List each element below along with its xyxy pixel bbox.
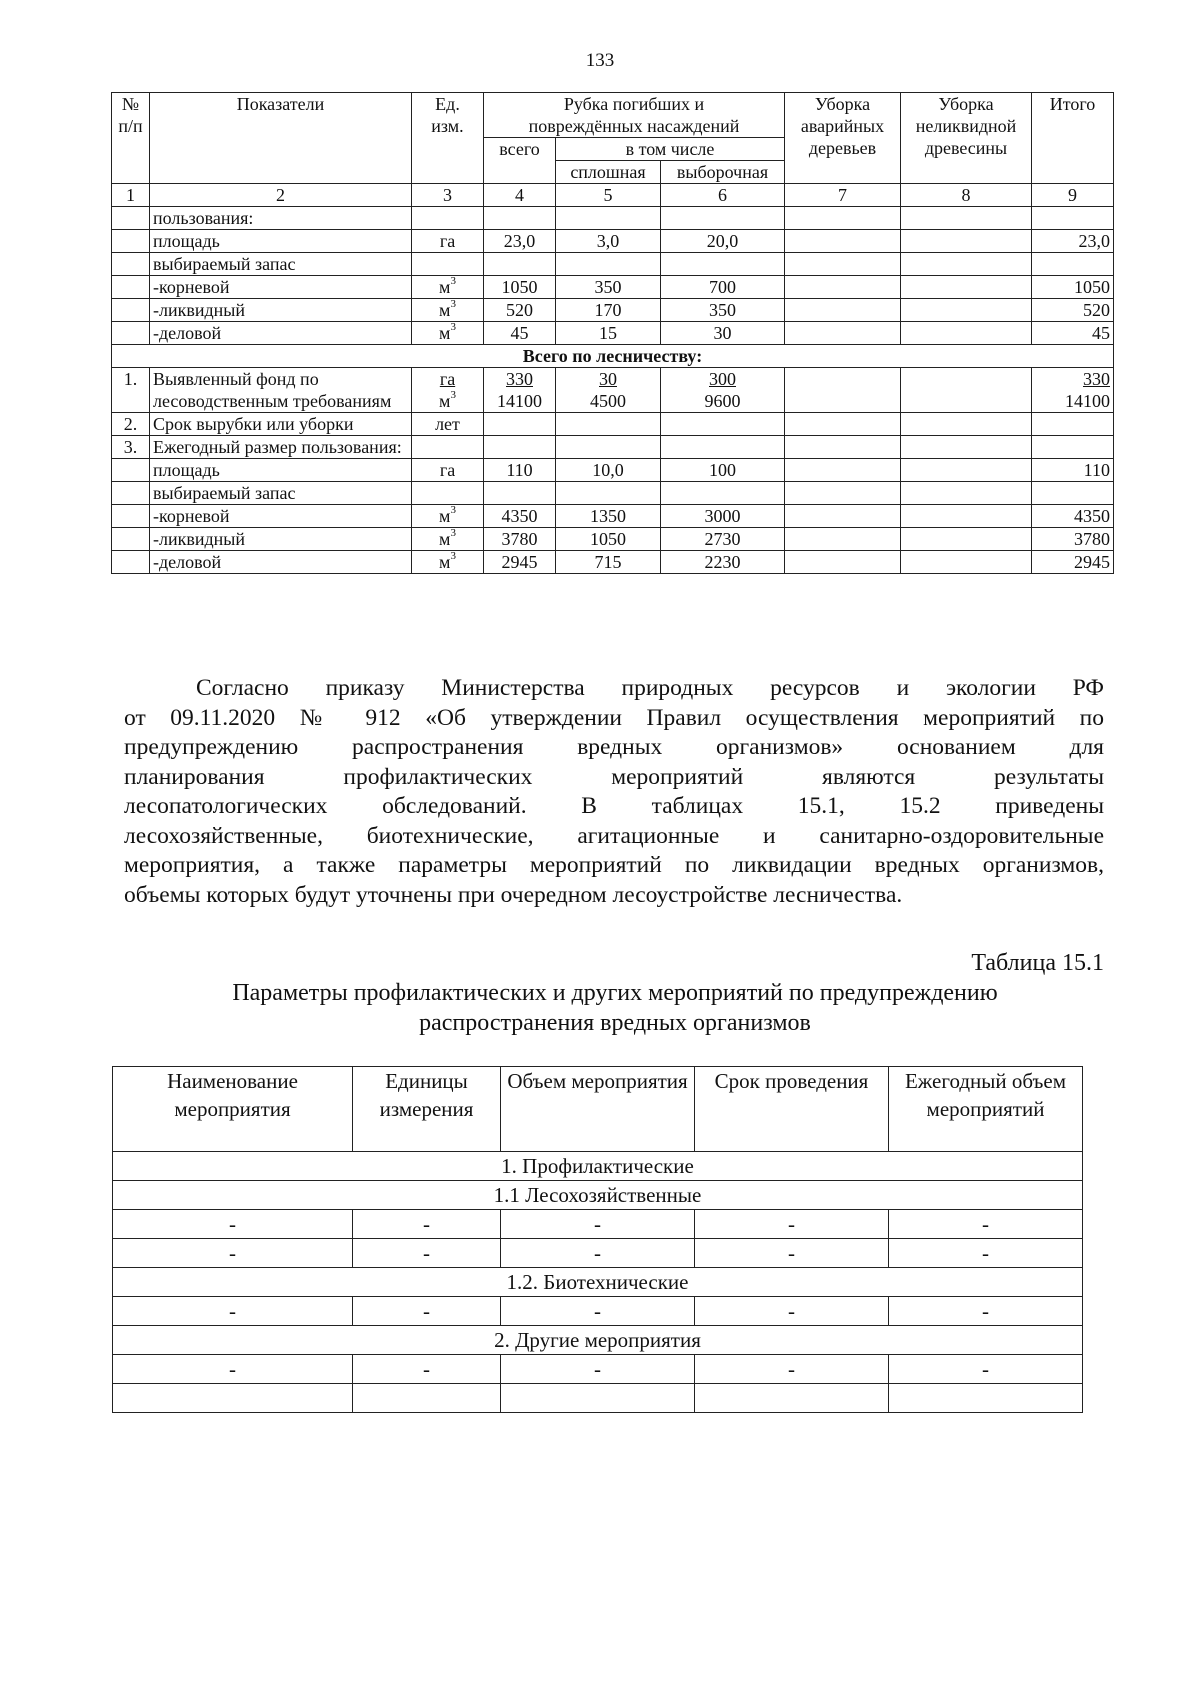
row-total: 23,0 xyxy=(1032,230,1114,253)
empty-cell xyxy=(901,436,1032,459)
empty-cell xyxy=(412,436,484,459)
row-num xyxy=(112,276,150,299)
section-label: 1. Профилактические xyxy=(113,1152,1083,1181)
row-all: 23,0 xyxy=(484,230,556,253)
row-unit xyxy=(412,482,484,505)
row-num xyxy=(112,299,150,322)
row-all xyxy=(484,253,556,276)
row-all: 2945 xyxy=(484,551,556,574)
dash-cell: - xyxy=(113,1297,353,1326)
col-term-header: Срок проведения xyxy=(695,1067,889,1152)
row-clear: 1050 xyxy=(556,528,661,551)
row-unit xyxy=(412,207,484,230)
row-name: выбираемый запас xyxy=(150,253,412,276)
empty-cell xyxy=(1032,436,1114,459)
row-nonliquid xyxy=(901,253,1032,276)
row-unit: га xyxy=(412,230,484,253)
col-emergency-header: Уборка аварийных деревьев xyxy=(785,93,901,184)
table-row xyxy=(112,459,1114,482)
row-nonliquid xyxy=(901,505,1032,528)
dash-cell: - xyxy=(889,1210,1083,1239)
row-name: пользования: xyxy=(150,207,412,230)
col-felling-header: Рубка погибших и повреждённых насаждений xyxy=(484,93,785,138)
row-selective: 700 xyxy=(661,276,785,299)
table-row xyxy=(112,482,1114,505)
row-unit: $м^3$ xyxy=(412,505,484,528)
table-row xyxy=(112,505,1114,528)
page-number: 133 xyxy=(585,50,615,71)
row-num xyxy=(112,482,150,505)
col-nonliquid-header: Уборка неликвидной древесины xyxy=(901,93,1032,184)
row-name: выбираемый запас xyxy=(150,482,412,505)
row-num xyxy=(112,253,150,276)
section-row xyxy=(113,1152,1083,1181)
col-selective-header: выборочная xyxy=(661,161,785,184)
dash-cell: - xyxy=(353,1239,501,1268)
row-total xyxy=(1032,253,1114,276)
table-label: Таблица 15.1 xyxy=(971,950,1104,976)
row-nonliquid xyxy=(901,528,1032,551)
dash-cell: - xyxy=(501,1239,695,1268)
row-nonliquid xyxy=(901,459,1032,482)
col-volume-header: Объем мероприятия xyxy=(501,1067,695,1152)
forest-use-table xyxy=(111,92,1114,574)
row-all: 110 xyxy=(484,459,556,482)
empty-cell xyxy=(785,413,901,436)
row-clear: 170 xyxy=(556,299,661,322)
empty-cell xyxy=(484,413,556,436)
dash-cell: - xyxy=(353,1297,501,1326)
row-selective: 100 xyxy=(661,459,785,482)
row-nonliquid xyxy=(901,551,1032,574)
row-clear: 3,0 xyxy=(556,230,661,253)
row-clear xyxy=(556,253,661,276)
column-number: 2 xyxy=(150,184,412,207)
row-nonliquid xyxy=(901,207,1032,230)
paragraph-line: лесохозяйственные, биотехнические, агитационные и санитарно-оздоровительные xyxy=(124,822,1104,849)
empty-cell xyxy=(695,1384,889,1413)
row-name: -ликвидный xyxy=(150,528,412,551)
section-label: 2. Другие мероприятия xyxy=(113,1326,1083,1355)
section-row xyxy=(113,1326,1083,1355)
dash-cell: - xyxy=(695,1210,889,1239)
row-emergency xyxy=(785,528,901,551)
empty-cell xyxy=(785,436,901,459)
row-all: 520 xyxy=(484,299,556,322)
row-name: Ежегодный размер пользования: xyxy=(150,436,412,459)
row-num xyxy=(112,322,150,345)
table-title: Параметры профилактических и других мероприятий по предупреждению распространения вредных организмов xyxy=(232,980,998,1036)
col-total-header: Итого xyxy=(1032,93,1114,184)
row-name: -деловой xyxy=(150,322,412,345)
row-name: Срок вырубки или уборки xyxy=(150,413,412,436)
row-selective: 2230 xyxy=(661,551,785,574)
row-unit xyxy=(412,253,484,276)
row-total: 1050 xyxy=(1032,276,1114,299)
table-row xyxy=(113,1239,1083,1268)
empty-cell xyxy=(113,1384,353,1413)
empty-cell xyxy=(661,413,785,436)
row-total: 3780 xyxy=(1032,528,1114,551)
row-unit: $м^3$ xyxy=(412,528,484,551)
col-unit-header: Единицы измерения xyxy=(353,1067,501,1152)
paragraph-line: объемы которых будут уточнены при очередном лесоустройстве лесничества. xyxy=(124,881,903,908)
empty-cell xyxy=(556,436,661,459)
section-row xyxy=(113,1268,1083,1297)
row-emergency xyxy=(785,322,901,345)
empty-cell xyxy=(1032,413,1114,436)
row-unit: $м^3$ xyxy=(412,276,484,299)
column-number: 9 xyxy=(1032,184,1114,207)
col-indicators-header: Показатели xyxy=(150,93,412,184)
row-selective: 300 9600 xyxy=(661,368,785,413)
row-selective xyxy=(661,253,785,276)
paragraph-line: мероприятия, а также параметры мероприятий по ликвидации вредных организмов, xyxy=(124,852,1104,878)
dash-cell: - xyxy=(501,1297,695,1326)
dash-cell: - xyxy=(501,1355,695,1384)
column-number: 6 xyxy=(661,184,785,207)
paragraph-line: от 09.11.2020 № 912 «Об утверждении Правил осуществления мероприятий по xyxy=(124,704,1104,731)
table-row xyxy=(112,207,1114,230)
row-all xyxy=(484,482,556,505)
row-all: 45 xyxy=(484,322,556,345)
row-selective: 20,0 xyxy=(661,230,785,253)
row-num: 1. xyxy=(112,368,150,413)
dash-cell: - xyxy=(113,1239,353,1268)
row-name: площадь xyxy=(150,230,412,253)
row-clear: 350 xyxy=(556,276,661,299)
row-nonliquid xyxy=(901,230,1032,253)
section-label: 1.2. Биотехнические xyxy=(113,1268,1083,1297)
row-clear: 10,0 xyxy=(556,459,661,482)
dash-cell: - xyxy=(113,1355,353,1384)
column-number: 4 xyxy=(484,184,556,207)
row-selective: 30 xyxy=(661,322,785,345)
row-nonliquid xyxy=(901,299,1032,322)
paragraph-line: предупреждению распространения вредных организмов» основанием для xyxy=(124,734,1104,760)
row-emergency xyxy=(785,207,901,230)
col-name-header: Наименование мероприятия xyxy=(113,1067,353,1152)
col-unit-header: Ед. изм. xyxy=(412,93,484,184)
row-name: -деловой xyxy=(150,551,412,574)
row-total xyxy=(1032,482,1114,505)
row-all xyxy=(484,207,556,230)
row-emergency xyxy=(785,459,901,482)
col-all-header: всего xyxy=(484,138,556,184)
column-number: 8 xyxy=(901,184,1032,207)
row-num xyxy=(112,230,150,253)
row-nonliquid xyxy=(901,482,1032,505)
empty-cell xyxy=(353,1384,501,1413)
row-name: площадь xyxy=(150,459,412,482)
row-selective xyxy=(661,482,785,505)
table-row xyxy=(112,322,1114,345)
col-annual-header: Ежегодный объем мероприятий xyxy=(889,1067,1083,1152)
row-unit: $м^3$ xyxy=(412,299,484,322)
row-unit: га xyxy=(412,459,484,482)
row-name: Выявленный фонд по лесоводственным требованиям xyxy=(150,368,412,413)
row-selective: 3000 xyxy=(661,505,785,528)
row-all: 330 14100 xyxy=(484,368,556,413)
row-emergency xyxy=(785,368,901,413)
bottom-rows xyxy=(112,459,1114,574)
row-total xyxy=(1032,207,1114,230)
row-emergency xyxy=(785,276,901,299)
top-rows xyxy=(112,207,1114,345)
dash-cell: - xyxy=(353,1210,501,1239)
row-num xyxy=(112,459,150,482)
table-row xyxy=(112,299,1114,322)
row-all: 4350 xyxy=(484,505,556,528)
table-row xyxy=(112,436,1114,459)
empty-cell xyxy=(556,413,661,436)
dash-cell: - xyxy=(695,1355,889,1384)
dash-cell: - xyxy=(501,1210,695,1239)
row-clear: 715 xyxy=(556,551,661,574)
row-selective: 2730 xyxy=(661,528,785,551)
row-clear xyxy=(556,482,661,505)
row-all: 1050 xyxy=(484,276,556,299)
table-row xyxy=(113,1355,1083,1384)
row-nonliquid xyxy=(901,322,1032,345)
row-emergency xyxy=(785,482,901,505)
row-unit: $м^3$ xyxy=(412,322,484,345)
empty-cell xyxy=(484,436,556,459)
row-num xyxy=(112,528,150,551)
dash-cell: - xyxy=(113,1210,353,1239)
table-row xyxy=(112,551,1114,574)
row-num xyxy=(112,207,150,230)
empty-cell xyxy=(661,436,785,459)
col-including-header: в том числе xyxy=(556,138,785,161)
column-number: 5 xyxy=(556,184,661,207)
row-nonliquid xyxy=(901,276,1032,299)
row-total: 330 14100 xyxy=(1032,368,1114,413)
row-selective xyxy=(661,207,785,230)
row-total: 4350 xyxy=(1032,505,1114,528)
row-unit: лет xyxy=(412,413,484,436)
col-num-header: № п/п xyxy=(112,93,150,184)
dash-cell: - xyxy=(889,1239,1083,1268)
table-row xyxy=(112,413,1114,436)
table-row xyxy=(112,276,1114,299)
dash-cell: - xyxy=(889,1297,1083,1326)
column-number: 7 xyxy=(785,184,901,207)
row-clear: 1350 xyxy=(556,505,661,528)
row-nonliquid xyxy=(901,368,1032,413)
empty-cell xyxy=(901,413,1032,436)
table-row xyxy=(113,1384,1083,1413)
body-paragraph xyxy=(124,674,1104,910)
column-number: 3 xyxy=(412,184,484,207)
row-emergency xyxy=(785,551,901,574)
row-clear xyxy=(556,207,661,230)
row-all: 3780 xyxy=(484,528,556,551)
paragraph-line: Согласно приказу Министерства природных ресурсов и экологии РФ xyxy=(196,675,1104,701)
section-row xyxy=(113,1181,1083,1210)
row-name: -ликвидный xyxy=(150,299,412,322)
row-unit: $м^3$ xyxy=(412,551,484,574)
empty-cell xyxy=(501,1384,695,1413)
dash-cell: - xyxy=(695,1297,889,1326)
row-clear: 30 4500 xyxy=(556,368,661,413)
row-num: 2. xyxy=(112,413,150,436)
column-numbers-row xyxy=(112,184,1114,207)
paragraph-line: планирования профилактических мероприятий являются результаты xyxy=(124,763,1104,790)
empty-cell xyxy=(889,1384,1083,1413)
dash-cell: - xyxy=(695,1239,889,1268)
table-row xyxy=(112,230,1114,253)
row-clear: 15 xyxy=(556,322,661,345)
band-label: Всего по лесничеству: xyxy=(112,345,1114,368)
paragraph-line: лесопатологических обследований. В таблицах 15.1, 15.2 приведены xyxy=(124,793,1104,819)
row-emergency xyxy=(785,253,901,276)
row-num xyxy=(112,551,150,574)
measures-table xyxy=(112,1066,1083,1413)
row-total: 2945 xyxy=(1032,551,1114,574)
band-row xyxy=(112,345,1114,368)
row-unit: га $м^3$ xyxy=(412,368,484,413)
table-header-row xyxy=(113,1067,1083,1152)
row-selective: 350 xyxy=(661,299,785,322)
table-row xyxy=(113,1297,1083,1326)
table-row xyxy=(112,368,1114,413)
row-name: -корневой xyxy=(150,505,412,528)
table-row xyxy=(113,1210,1083,1239)
dash-cell: - xyxy=(353,1355,501,1384)
section-label: 1.1 Лесохозяйственные xyxy=(113,1181,1083,1210)
row-total: 520 xyxy=(1032,299,1114,322)
column-number: 1 xyxy=(112,184,150,207)
row-emergency xyxy=(785,505,901,528)
row-num: 3. xyxy=(112,436,150,459)
row-total: 110 xyxy=(1032,459,1114,482)
row-num xyxy=(112,505,150,528)
table-header-row xyxy=(112,93,1114,138)
row-emergency xyxy=(785,230,901,253)
table-row xyxy=(112,253,1114,276)
row-name: -корневой xyxy=(150,276,412,299)
dash-cell: - xyxy=(889,1355,1083,1384)
row-total: 45 xyxy=(1032,322,1114,345)
table-row xyxy=(112,528,1114,551)
row-emergency xyxy=(785,299,901,322)
col-clear-header: сплошная xyxy=(556,161,661,184)
